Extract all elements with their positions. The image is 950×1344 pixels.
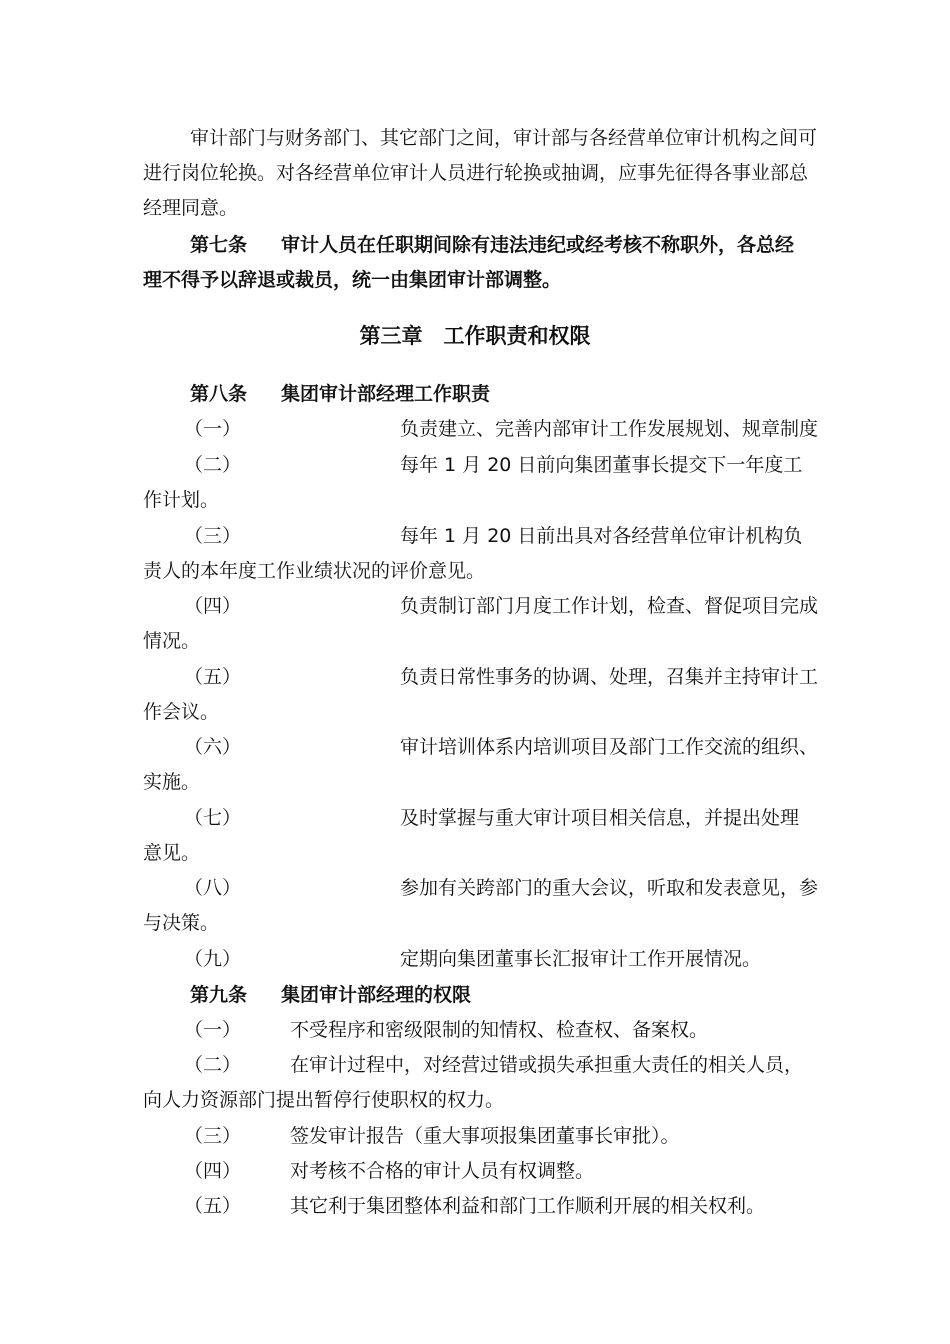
list-item-text: 负责制订部门月度工作计划，检查、督促项目完成 [400,595,819,617]
article-7-label: 第七条 [190,234,248,256]
list-item-marker: （三） [184,525,242,547]
article-9-label: 第九条 [190,984,248,1006]
list-item-text: 作会议。 [143,701,220,723]
list-item-text: 其它利于集团整体利益和部门工作顺利开展的相关权利。 [290,1195,766,1217]
list-item-marker: （二） [184,454,242,476]
list-item-marker: （四） [184,1160,242,1182]
list-item-marker: （九） [184,948,242,970]
list-item-text: 实施。 [143,771,201,793]
list-item-marker: （一） [184,1019,242,1041]
list-item-marker: （一） [184,418,242,440]
paragraph-line: 进行岗位轮换。对各经营单位审计人员进行轮换或抽调，应事先征得各事业部总 [143,162,809,184]
list-item-text: 负责日常性事务的协调、处理，召集并主持审计工 [400,666,819,688]
list-item-marker: （八） [184,877,242,899]
list-item-text: 情况。 [143,630,201,652]
article-8-heading: 集团审计部经理工作职责 [281,383,491,405]
article-9-heading: 集团审计部经理的权限 [281,984,472,1006]
paragraph-line: 审计部门与财务部门、其它部门之间，审计部与各经营单位审计机构之间可 [190,127,818,149]
list-item-text: 责人的本年度工作业绩状况的评价意见。 [143,560,486,582]
list-item-marker: （六） [184,736,242,758]
list-item-text: 定期向集团董事长汇报审计工作开展情况。 [400,948,762,970]
list-item-text: 在审计过程中，对经营过错或损失承担重大责任的相关人员， [290,1054,804,1076]
list-item-marker: （五） [184,1195,242,1217]
list-item-text: 审计培训体系内培训项目及部门工作交流的组织、 [400,736,819,758]
list-item-marker: （三） [184,1125,242,1147]
list-item-marker: （四） [184,595,242,617]
paragraph-line: 经理同意。 [143,197,239,219]
list-item-text: 意见。 [143,842,201,864]
list-item-text: 对考核不合格的审计人员有权调整。 [290,1160,595,1182]
list-item-text: 作计划。 [143,489,220,511]
article-8-label: 第八条 [190,383,248,405]
list-item-text: 向人力资源部门提出暂停行使职权的权力。 [143,1089,505,1111]
list-item-text: 每年 1 月 20 日前出具对各经营单位审计机构负 [400,525,803,547]
list-item-marker: （二） [184,1054,242,1076]
list-item-text: 签发审计报告（重大事项报集团董事长审批）。 [290,1125,680,1147]
list-item-text: 与决策。 [143,912,220,934]
chapter-title: 第三章 工作职责和权限 [359,324,591,348]
list-item-text: 不受程序和密级限制的知情权、检查权、备案权。 [290,1019,709,1041]
list-item-text: 参加有关跨部门的重大会议，听取和发表意见，参 [400,877,819,899]
list-item-text: 及时掌握与重大审计项目相关信息，并提出处理 [400,807,800,829]
article-7-text: 审计人员在任职期间除有违法违纪或经考核不称职外，各总经 [281,234,795,256]
list-item-marker: （七） [184,807,242,829]
list-item-marker: （五） [184,666,242,688]
list-item-text: 每年 1 月 20 日前向集团董事长提交下一年度工 [400,454,803,476]
article-7-text: 理不得予以辞退或裁员，统一由集团审计部调整。 [143,269,562,291]
list-item-text: 负责建立、完善内部审计工作发展规划、规章制度 [400,418,819,440]
